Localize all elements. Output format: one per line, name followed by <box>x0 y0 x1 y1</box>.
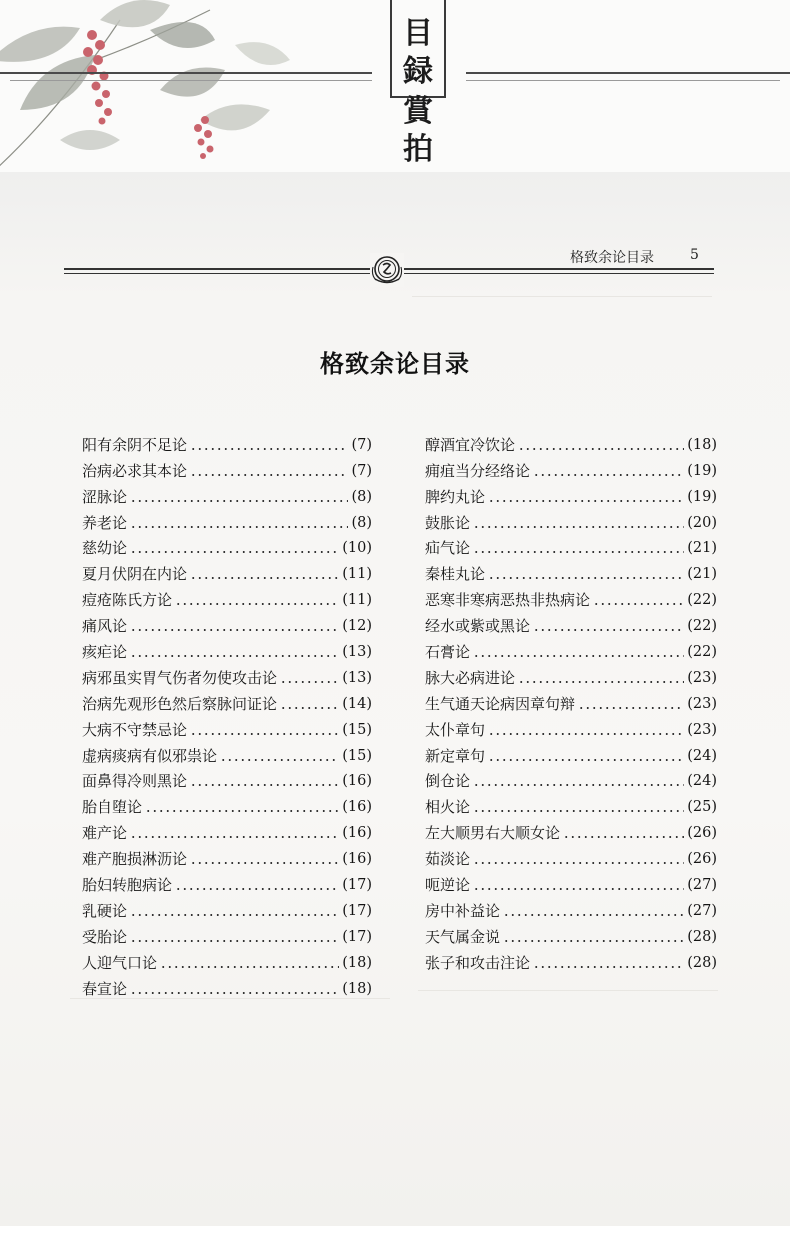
toc-entry-title: 石膏论 <box>425 643 471 662</box>
toc-leader-dots <box>175 888 339 890</box>
toc-entry-page: (19) <box>687 488 717 505</box>
toc-entry-page: (22) <box>687 592 717 609</box>
toc-entry-title: 胎自堕论 <box>82 798 143 817</box>
toc-entry <box>425 583 717 609</box>
toc-leader-dots <box>503 940 684 942</box>
toc-entry-page: (13) <box>342 669 372 686</box>
toc-entry-page: (16) <box>342 825 372 842</box>
toc-entry <box>425 480 717 506</box>
toc-leader-dots <box>503 914 684 916</box>
toc-entry <box>425 920 717 946</box>
toc-entry-title: 醇酒宜冷饮论 <box>425 435 516 454</box>
toc-entry-title: 相火论 <box>425 798 471 817</box>
toc-entry-page: (24) <box>687 747 717 764</box>
toc-entry-title: 张子和攻击注论 <box>425 953 531 972</box>
toc-entry <box>82 946 372 972</box>
toc-entry-title: 难产论 <box>82 824 128 843</box>
toc-entry-title: 病邪虽实胃气伤者勿使攻击论 <box>82 668 278 687</box>
toc-entry <box>425 765 717 791</box>
toc-entry <box>82 454 372 480</box>
toc-leader-dots <box>473 784 684 786</box>
toc-entry-title: 乳硬论 <box>82 901 128 920</box>
toc-entry-page: (21) <box>687 566 717 583</box>
toc-leader-dots <box>593 603 684 605</box>
toc-entry <box>425 532 717 558</box>
toc-entry <box>82 557 372 583</box>
toc-entry-page: (26) <box>687 825 717 842</box>
toc-leader-dots <box>190 862 339 864</box>
toc-entry-title: 鼓胀论 <box>425 513 471 532</box>
toc-entry <box>82 428 372 454</box>
banner-rule-right <box>466 72 790 74</box>
toc-entry <box>82 790 372 816</box>
toc-leader-dots <box>518 448 684 450</box>
toc-leader-dots <box>488 733 684 735</box>
toc-entry-title: 人迎气口论 <box>82 953 158 972</box>
toc-entry-title: 面鼻得冷则黑论 <box>82 772 188 791</box>
toc-entry-title: 痎疟论 <box>82 643 128 662</box>
toc-entry-page: (28) <box>687 928 717 945</box>
toc-entry-title: 茹淡论 <box>425 850 471 869</box>
toc-entry-page: (25) <box>687 799 717 816</box>
toc-entry <box>425 894 717 920</box>
toc-entry-page: (15) <box>342 747 372 764</box>
toc-entry-title: 呃逆论 <box>425 876 471 895</box>
banner-title-char-1: 目 <box>403 16 433 51</box>
toc-entry-page: (16) <box>342 773 372 790</box>
banner-title-char-2: 録 <box>403 54 433 89</box>
toc-entry-title: 房中补益论 <box>425 901 501 920</box>
toc-entry-page: (18) <box>342 954 372 971</box>
toc-entry <box>425 842 717 868</box>
toc-entry-title: 秦桂丸论 <box>425 565 486 584</box>
banner-rule-left <box>0 72 372 74</box>
toc-entry <box>82 920 372 946</box>
toc-leader-dots <box>280 681 339 683</box>
toc-leader-dots <box>190 577 339 579</box>
toc-entry <box>425 790 717 816</box>
toc-entry-page: (27) <box>687 902 717 919</box>
toc-entry-page: (23) <box>687 669 717 686</box>
toc-leader-dots <box>145 810 339 812</box>
toc-entry-title: 受胎论 <box>82 927 128 946</box>
toc-entry <box>82 609 372 635</box>
toc-entry-title: 痈疽当分经络论 <box>425 461 531 480</box>
toc-title: 格致余论目录 <box>320 350 470 378</box>
toc-leader-dots <box>130 526 348 528</box>
toc-entry-title: 疝气论 <box>425 539 471 558</box>
toc-entry-page: (22) <box>687 618 717 635</box>
toc-leader-dots <box>533 629 684 631</box>
toc-leader-dots <box>473 862 684 864</box>
toc-entry-page: (17) <box>342 928 372 945</box>
toc-entry-title: 脾约丸论 <box>425 487 486 506</box>
toc-entry-title: 涩脉论 <box>82 487 128 506</box>
banner-rule-right-thin <box>466 80 780 81</box>
toc-entry <box>82 894 372 920</box>
toc-entry <box>82 687 372 713</box>
toc-entry <box>82 480 372 506</box>
toc-entry <box>82 972 372 998</box>
toc-leader-dots <box>160 966 339 968</box>
toc-leader-dots <box>130 914 339 916</box>
toc-entry-title: 痘疮陈氏方论 <box>82 591 173 610</box>
toc-entry-title: 春宣论 <box>82 979 128 998</box>
toc-entry-page: (23) <box>687 721 717 738</box>
toc-leader-dots <box>563 836 684 838</box>
toc-entry-page: (7) <box>351 436 372 453</box>
toc-leader-dots <box>280 707 339 709</box>
toc-entry-title: 倒仓论 <box>425 772 471 791</box>
toc-entry <box>425 454 717 480</box>
toc-column-left <box>82 428 372 998</box>
toc-entry-title: 养老论 <box>82 513 128 532</box>
toc-entry-page: (21) <box>687 540 717 557</box>
toc-entry <box>425 428 717 454</box>
toc-entry <box>425 868 717 894</box>
toc-leader-dots <box>518 681 684 683</box>
toc-leader-dots <box>130 836 339 838</box>
toc-leader-dots <box>130 500 348 502</box>
toc-leader-dots <box>473 551 684 553</box>
toc-leader-dots <box>473 810 684 812</box>
toc-entry <box>82 765 372 791</box>
toc-leader-dots <box>473 526 684 528</box>
toc-entry-page: (24) <box>687 773 717 790</box>
toc-entry <box>425 609 717 635</box>
top-banner <box>0 0 790 172</box>
toc-entry-title: 恶寒非寒病恶热非热病论 <box>425 591 591 610</box>
toc-entry <box>82 868 372 894</box>
toc-entry-title: 痛风论 <box>82 617 128 636</box>
toc-entry <box>425 635 717 661</box>
toc-entry <box>82 713 372 739</box>
toc-entry-title: 阳有余阴不足论 <box>82 435 188 454</box>
toc-entry <box>82 842 372 868</box>
toc-entry-page: (8) <box>351 514 372 531</box>
toc-leader-dots <box>578 707 684 709</box>
toc-leader-dots <box>175 603 339 605</box>
toc-leader-dots <box>473 888 684 890</box>
toc-entry-page: (27) <box>687 877 717 894</box>
toc-entry-page: (28) <box>687 954 717 971</box>
toc-entry-title: 生气通天论病因章句辩 <box>425 694 576 713</box>
leaf-branch-decoration-icon <box>0 0 330 172</box>
toc-entry-title: 太仆章句 <box>425 720 486 739</box>
toc-leader-dots <box>488 500 684 502</box>
toc-leader-dots <box>130 655 339 657</box>
toc-entry-title: 难产胞损淋沥论 <box>82 850 188 869</box>
toc-entry <box>82 506 372 532</box>
toc-leader-dots <box>473 655 684 657</box>
toc-entry <box>425 687 717 713</box>
toc-entry-page: (18) <box>342 980 372 997</box>
toc-entry-title: 天气属金说 <box>425 927 501 946</box>
toc-entry-title: 经水或紫或黑论 <box>425 617 531 636</box>
bottom-margin <box>0 1226 790 1254</box>
running-header-title: 格致余论目录 <box>570 250 654 266</box>
toc-entry <box>425 946 717 972</box>
toc-entry-page: (20) <box>687 514 717 531</box>
toc-entry <box>82 816 372 842</box>
banner-title-char-4: 拍 <box>403 132 433 167</box>
toc-leader-dots <box>220 759 339 761</box>
banner-title-char-3: 賞 <box>403 94 433 129</box>
toc-entry-page: (13) <box>342 644 372 661</box>
toc-entry <box>425 506 717 532</box>
toc-entry-page: (18) <box>687 436 717 453</box>
toc-entry-page: (11) <box>342 566 372 583</box>
toc-entry-page: (14) <box>342 695 372 712</box>
toc-entry <box>425 661 717 687</box>
toc-entry-page: (16) <box>342 851 372 868</box>
toc-leader-dots <box>130 551 339 553</box>
toc-entry-title: 虚病痰病有似邪祟论 <box>82 746 218 765</box>
toc-entry-page: (16) <box>342 799 372 816</box>
toc-entry-page: (19) <box>687 462 717 479</box>
toc-entry <box>82 583 372 609</box>
toc-leader-dots <box>533 966 684 968</box>
toc-leader-dots <box>130 940 339 942</box>
toc-entry-title: 治病必求其本论 <box>82 461 188 480</box>
toc-entry-page: (23) <box>687 695 717 712</box>
toc-entry-page: (17) <box>342 877 372 894</box>
toc-entry-title: 脉大必病进论 <box>425 668 516 687</box>
toc-leader-dots <box>488 577 684 579</box>
toc-entry <box>425 557 717 583</box>
toc-entry-page: (11) <box>342 592 372 609</box>
toc-entry-title: 慈幼论 <box>82 539 128 558</box>
toc-entry-title: 治病先观形色然后察脉问证论 <box>82 694 278 713</box>
toc-entry-page: (12) <box>342 618 372 635</box>
toc-entry-title: 大病不守禁忌论 <box>82 720 188 739</box>
toc-leader-dots <box>130 629 339 631</box>
toc-entry-page: (17) <box>342 902 372 919</box>
banner-rule-left-thin <box>10 80 372 81</box>
toc-leader-dots <box>533 474 684 476</box>
toc-entry-page: (7) <box>351 462 372 479</box>
toc-entry-page: (26) <box>687 851 717 868</box>
toc-entry-title: 夏月伏阴在内论 <box>82 565 188 584</box>
toc-leader-dots <box>190 474 348 476</box>
toc-leader-dots <box>190 784 339 786</box>
coin-emblem-icon <box>370 253 404 287</box>
toc-column-right <box>425 428 717 972</box>
toc-entry <box>425 739 717 765</box>
toc-leader-dots <box>190 733 339 735</box>
toc-entry-page: (8) <box>351 488 372 505</box>
toc-entry-title: 胎妇转胞病论 <box>82 876 173 895</box>
toc-leader-dots <box>488 759 684 761</box>
toc-leader-dots <box>130 992 339 994</box>
toc-entry <box>82 739 372 765</box>
toc-entry-title: 左大顺男右大顺女论 <box>425 824 561 843</box>
page-number: 5 <box>690 247 699 263</box>
toc-leader-dots <box>190 448 348 450</box>
toc-entry <box>425 816 717 842</box>
toc-entry-page: (10) <box>342 540 372 557</box>
toc-entry <box>82 635 372 661</box>
toc-entry <box>82 661 372 687</box>
toc-entry <box>425 713 717 739</box>
toc-entry <box>82 532 372 558</box>
toc-entry-title: 新定章句 <box>425 746 486 765</box>
toc-entry-page: (22) <box>687 644 717 661</box>
toc-entry-page: (15) <box>342 721 372 738</box>
